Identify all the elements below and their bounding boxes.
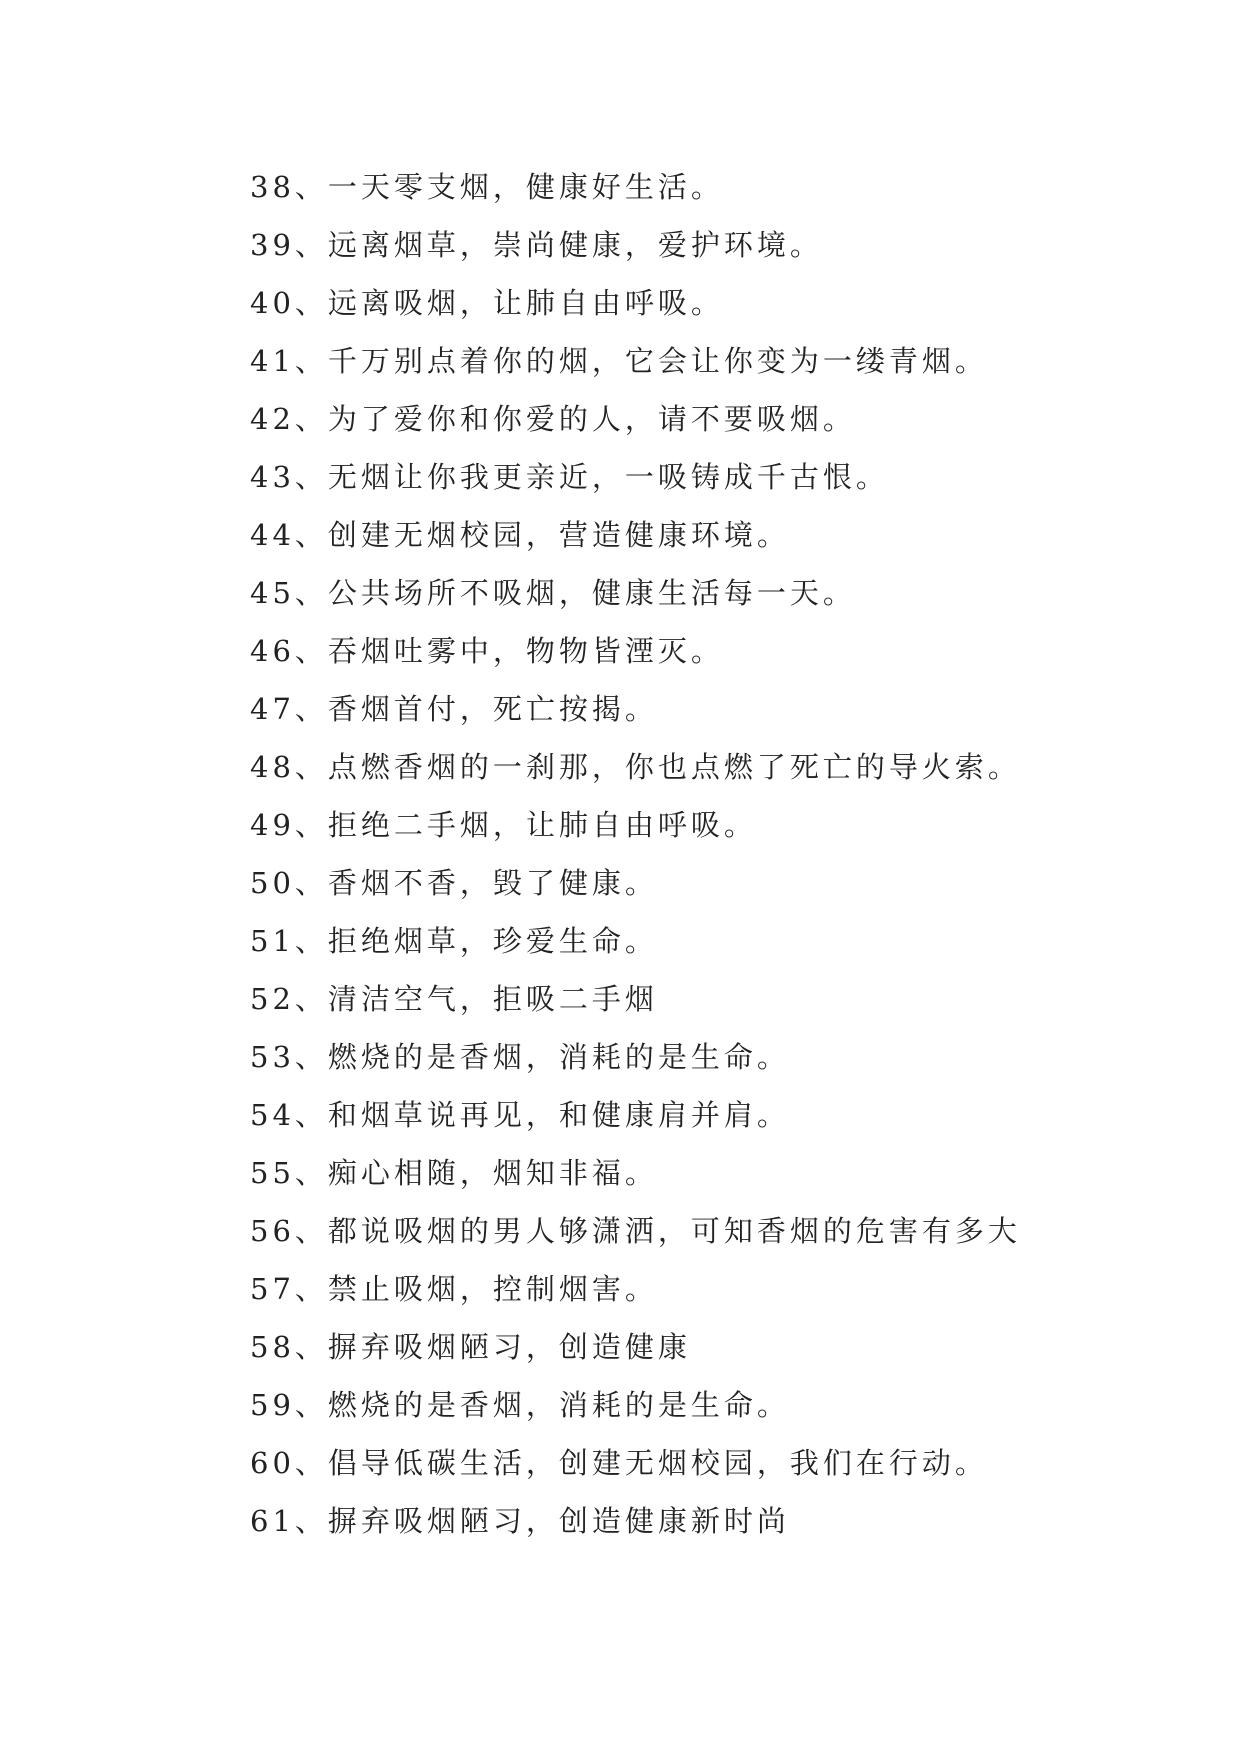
list-item: 53、燃烧的是香烟，消耗的是生命。 — [250, 1040, 790, 1074]
list-item: 59、燃烧的是香烟，消耗的是生命。 — [250, 1388, 790, 1422]
list-item: 61、摒弃吸烟陋习，创造健康新时尚 — [250, 1504, 790, 1538]
slogan-list — [250, 158, 1150, 1550]
list-item: 49、拒绝二手烟，让肺自由呼吸。 — [250, 808, 757, 842]
list-item: 42、为了爱你和你爱的人，请不要吸烟。 — [250, 402, 856, 436]
list-item: 54、和烟草说再见，和健康肩并肩。 — [250, 1098, 790, 1132]
list-item: 57、禁止吸烟，控制烟害。 — [250, 1272, 658, 1306]
list-item: 38、一天零支烟，健康好生活。 — [250, 170, 724, 204]
list-item: 48、点燃香烟的一刹那，你也点燃了死亡的导火索。 — [250, 750, 1021, 784]
list-item: 43、无烟让你我更亲近，一吸铸成千古恨。 — [250, 460, 889, 494]
list-item: 40、远离吸烟，让肺自由呼吸。 — [250, 286, 724, 320]
list-item: 55、痴心相随，烟知非福。 — [250, 1156, 658, 1190]
list-item: 46、吞烟吐雾中，物物皆湮灭。 — [250, 634, 724, 668]
list-item: 60、倡导低碳生活，创建无烟校园，我们在行动。 — [250, 1446, 988, 1480]
list-item: 56、都说吸烟的男人够潇洒，可知香烟的危害有多大 — [250, 1214, 1021, 1248]
list-item: 52、清洁空气，拒吸二手烟 — [250, 982, 658, 1016]
list-item: 45、公共场所不吸烟，健康生活每一天。 — [250, 576, 856, 610]
list-item: 39、远离烟草，崇尚健康，爱护环境。 — [250, 228, 823, 262]
list-item: 51、拒绝烟草，珍爱生命。 — [250, 924, 658, 958]
list-item: 58、摒弃吸烟陋习，创造健康 — [250, 1330, 691, 1364]
list-item: 41、千万别点着你的烟，它会让你变为一缕青烟。 — [250, 344, 988, 378]
list-item: 50、香烟不香，毁了健康。 — [250, 866, 658, 900]
list-item: 47、香烟首付，死亡按揭。 — [250, 692, 658, 726]
list-item: 44、创建无烟校园，营造健康环境。 — [250, 518, 790, 552]
